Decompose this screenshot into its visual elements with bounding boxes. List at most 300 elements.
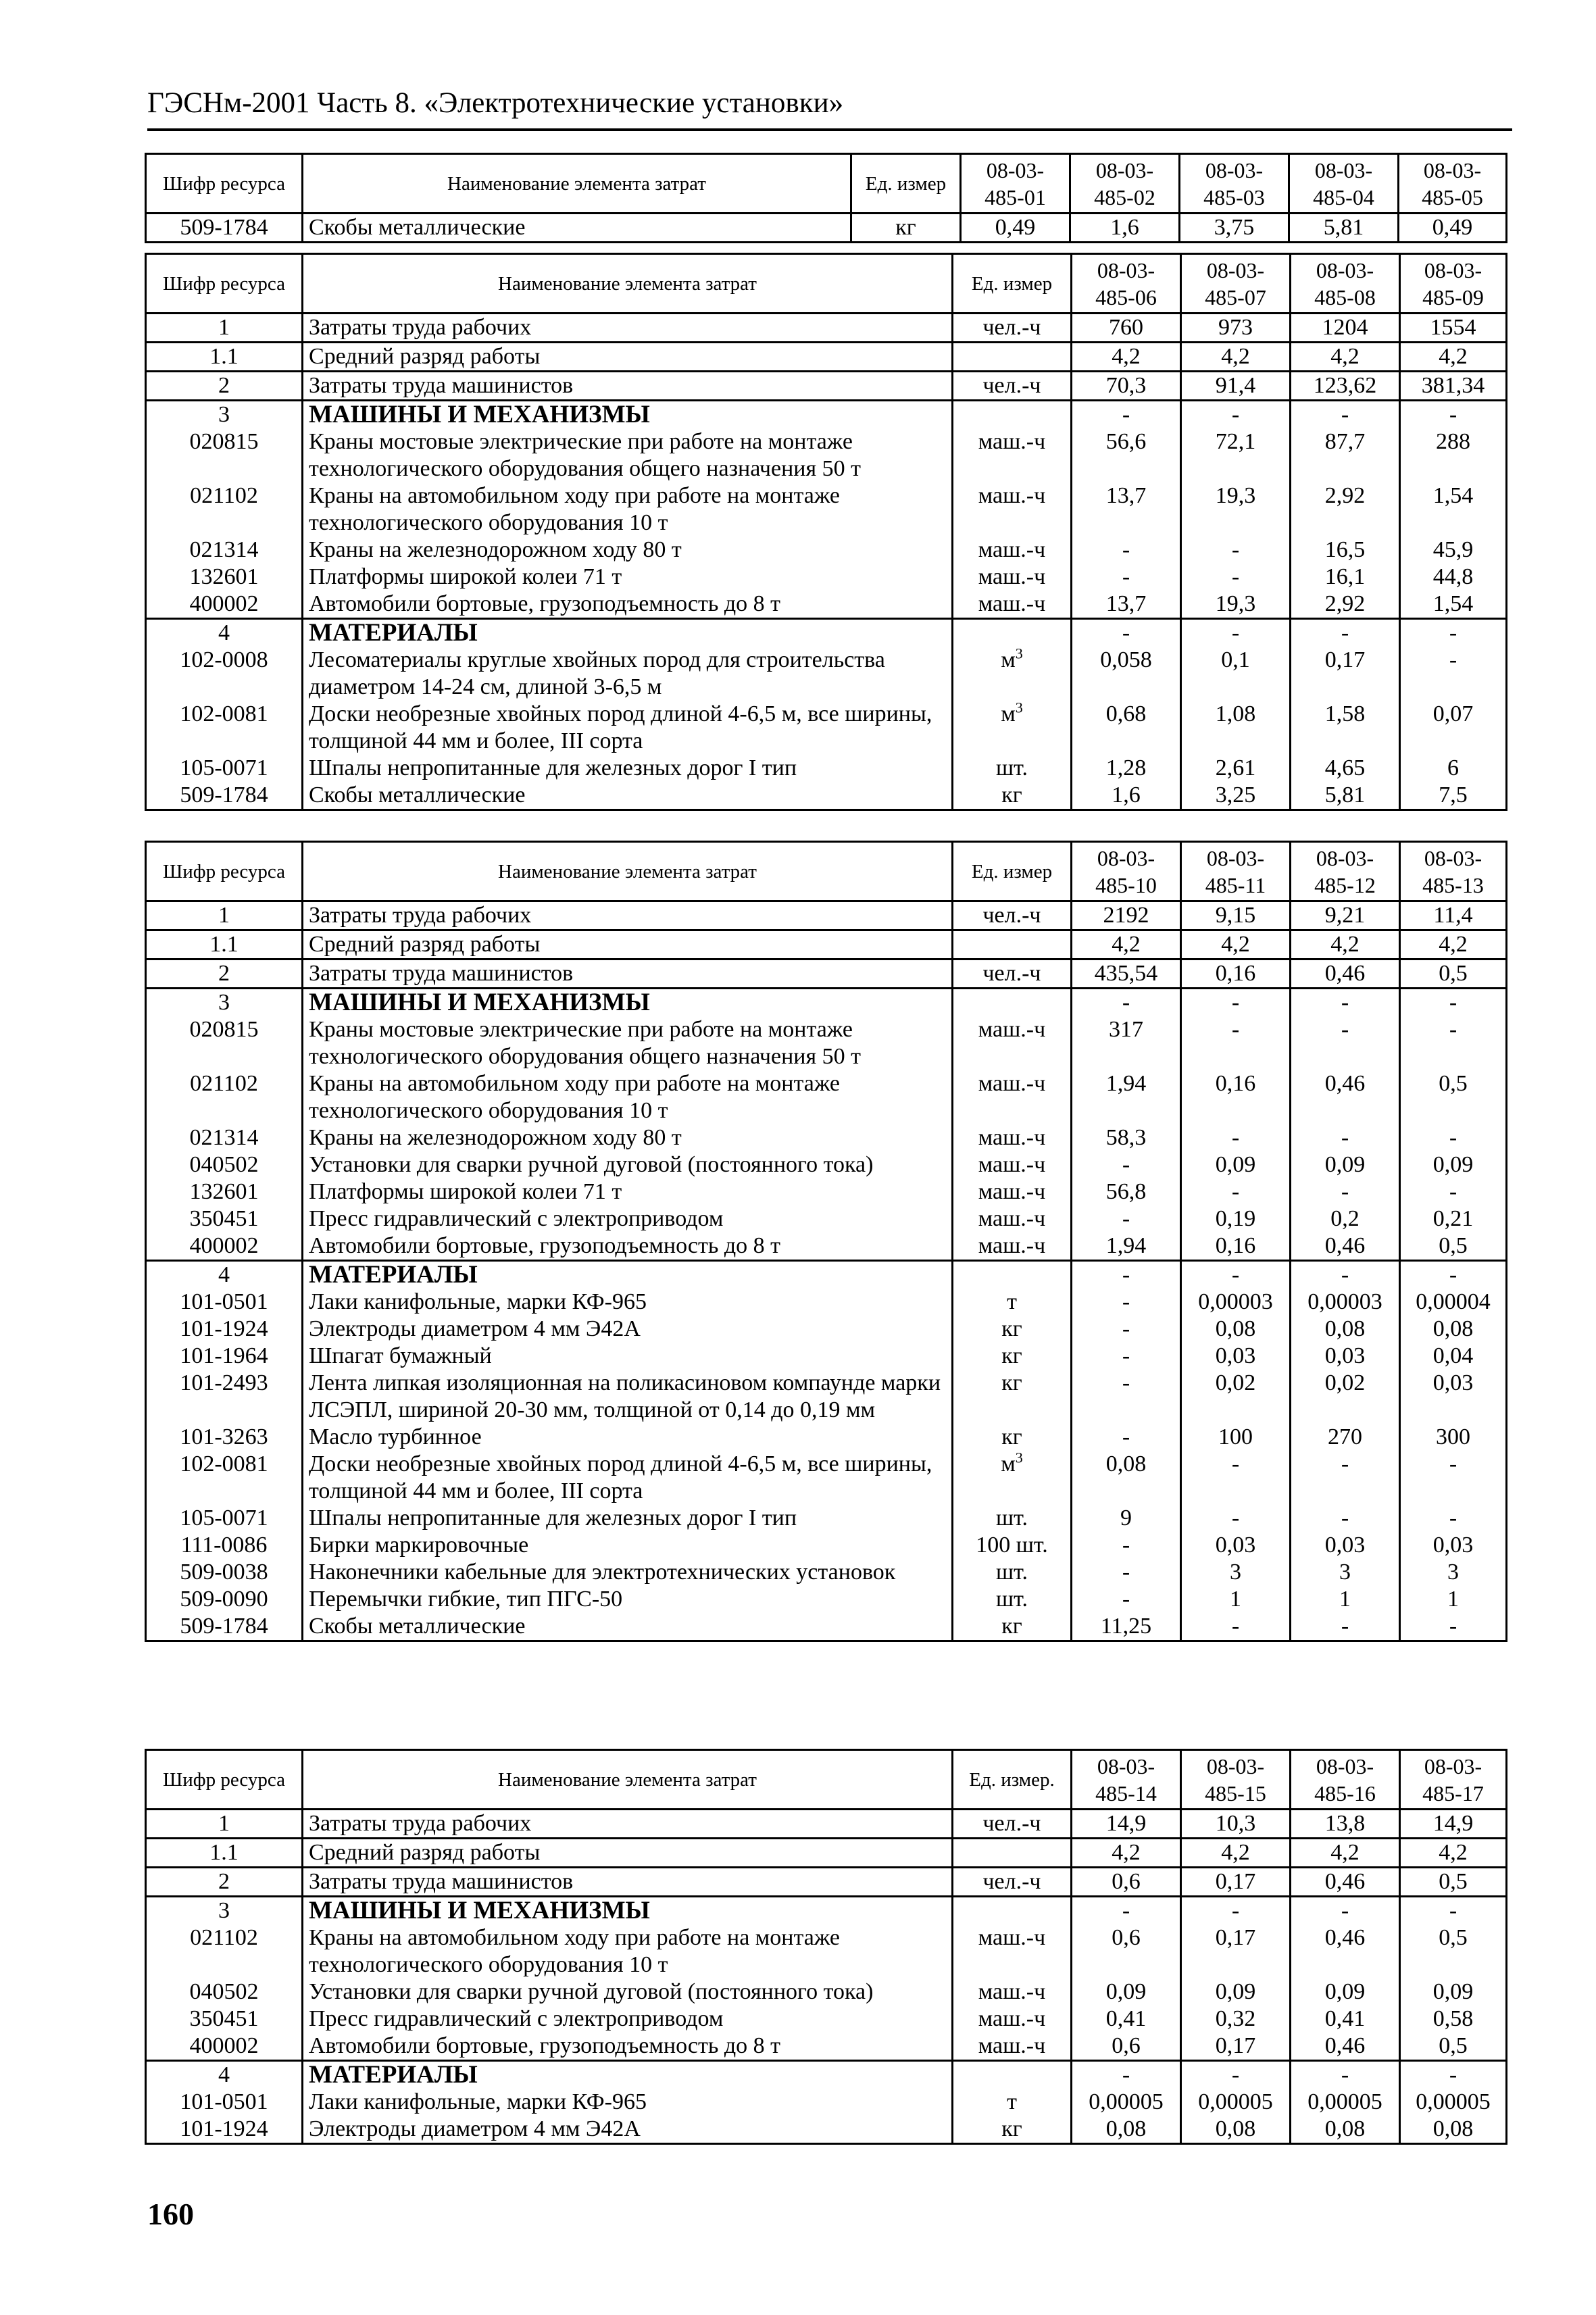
- unit-cell: [851, 214, 961, 243]
- norm-value: -: [1072, 564, 1181, 591]
- unit-text: шт.: [996, 1587, 1028, 1612]
- table-row: [146, 1289, 1507, 1316]
- norm-value: -: [1291, 1261, 1400, 1289]
- table-row: [146, 782, 1507, 810]
- norm-value: 0,00005: [1291, 2089, 1400, 2116]
- resource-code: 509-1784: [146, 1613, 303, 1641]
- table-row: [146, 755, 1507, 782]
- norm-value: -: [1400, 1124, 1507, 1151]
- resource-code: 2: [146, 372, 303, 401]
- section-heading: МАТЕРИАЛЫ: [303, 619, 953, 647]
- norm-value: -: [1291, 1613, 1400, 1641]
- header-code: Шифр ресурса: [146, 254, 303, 314]
- norm-value: -: [1072, 1343, 1181, 1370]
- norm-value: -: [1072, 1586, 1181, 1613]
- resource-code: 021102: [146, 482, 303, 537]
- norm-value: -: [1181, 1016, 1291, 1070]
- norm-value: 0,058: [1072, 647, 1181, 701]
- norm-value: -: [1072, 1370, 1181, 1424]
- norm-value: 7,5: [1400, 782, 1507, 810]
- norm-value: -: [1400, 2061, 1507, 2089]
- unit-text: маш.-ч: [978, 1125, 1046, 1150]
- table-row: [146, 1868, 1507, 1897]
- norm-value: 0,5: [1400, 1868, 1507, 1897]
- resource-code: 3: [146, 401, 303, 429]
- resource-code: 2: [146, 1868, 303, 1897]
- norm-value: 0,16: [1181, 1070, 1291, 1124]
- norm-value: 0,2: [1291, 1205, 1400, 1233]
- section-heading: МАШИНЫ И МЕХАНИЗМЫ: [303, 989, 953, 1017]
- header-column-code: 08-03- 485-13: [1400, 842, 1507, 901]
- norm-value: 0,03: [1400, 1532, 1507, 1559]
- unit-cell: [953, 619, 1072, 647]
- norm-value: -: [1291, 619, 1400, 647]
- resource-code: 509-1784: [146, 214, 303, 243]
- norm-value: 3,25: [1181, 782, 1291, 810]
- norm-value: 0,03: [1291, 1343, 1400, 1370]
- norm-value: -: [1181, 564, 1291, 591]
- unit-text: кг: [1001, 1343, 1022, 1368]
- resource-code: 1.1: [146, 1839, 303, 1868]
- resource-code: 111-0086: [146, 1532, 303, 1559]
- norm-value: 14,9: [1072, 1810, 1181, 1839]
- section-heading: МАШИНЫ И МЕХАНИЗМЫ: [303, 1897, 953, 1925]
- unit-text: чел.-ч: [982, 961, 1041, 986]
- norm-value: -: [1291, 989, 1400, 1017]
- unit-superscript: 3: [1015, 699, 1023, 716]
- unit-cell: [953, 1205, 1072, 1233]
- norm-value: 0,09: [1181, 1978, 1291, 2006]
- norm-value: 1554: [1400, 314, 1507, 343]
- norm-value: 0,5: [1400, 1070, 1507, 1124]
- header-unit: Ед. измер: [851, 154, 961, 214]
- table-row: [146, 1924, 1507, 1978]
- table-row: [146, 701, 1507, 755]
- unit-cell: [953, 989, 1072, 1017]
- norm-value: -: [1072, 619, 1181, 647]
- table-row: [146, 1559, 1507, 1586]
- resource-code: 021102: [146, 1070, 303, 1124]
- resource-name: Затраты труда машинистов: [303, 1868, 953, 1897]
- resource-name: Установки для сварки ручной дуговой (постоянного тока): [303, 1978, 953, 2006]
- resource-name: Средний разряд работы: [303, 930, 953, 960]
- unit-text: кг: [1001, 1614, 1022, 1639]
- section-heading: МАТЕРИАЛЫ: [303, 2061, 953, 2089]
- norm-value: 0,08: [1072, 1451, 1181, 1505]
- norm-value: -: [1072, 1559, 1181, 1586]
- table-row: [146, 1810, 1507, 1839]
- unit-cell: [953, 1505, 1072, 1532]
- norm-value: 0,46: [1291, 1924, 1400, 1978]
- resource-code: 020815: [146, 428, 303, 482]
- resource-code: 509-0090: [146, 1586, 303, 1613]
- resource-name: Краны на железнодорожном ходу 80 т: [303, 537, 953, 564]
- resource-name: Затраты труда рабочих: [303, 1810, 953, 1839]
- resource-code: 1.1: [146, 930, 303, 960]
- norm-value: -: [1400, 1505, 1507, 1532]
- norm-value: 0,08: [1181, 2116, 1291, 2144]
- resource-code: 102-0081: [146, 701, 303, 755]
- norm-value: -: [1181, 1178, 1291, 1205]
- norm-value: 4,2: [1072, 930, 1181, 960]
- norm-value: 0,08: [1072, 2116, 1181, 2144]
- table-row: [146, 2006, 1507, 2033]
- unit-text: кг: [1001, 782, 1022, 807]
- section-heading: МАШИНЫ И МЕХАНИЗМЫ: [303, 401, 953, 429]
- unit-text: м: [1001, 701, 1016, 726]
- resource-code: 1: [146, 901, 303, 930]
- norm-value: 2,61: [1181, 755, 1291, 782]
- unit-cell: [953, 482, 1072, 537]
- unit-cell: [953, 782, 1072, 810]
- norm-value: 1: [1291, 1586, 1400, 1613]
- resource-name: Автомобили бортовые, грузоподъемность до 8 т: [303, 2033, 953, 2061]
- norm-value: 11,25: [1072, 1613, 1181, 1641]
- header-column-code: 08-03- 485-14: [1072, 1750, 1181, 1810]
- norm-value: 19,3: [1181, 591, 1291, 619]
- norm-value: -: [1181, 1451, 1291, 1505]
- resource-code: 400002: [146, 1233, 303, 1261]
- norm-value: 381,34: [1400, 372, 1507, 401]
- norm-value: 13,8: [1291, 1810, 1400, 1839]
- norm-value: 4,2: [1400, 930, 1507, 960]
- unit-text: маш.-ч: [978, 1925, 1046, 1950]
- resource-code: 021102: [146, 1924, 303, 1978]
- unit-cell: [953, 372, 1072, 401]
- norm-value: 0,5: [1400, 1924, 1507, 1978]
- norm-value: 10,3: [1181, 1810, 1291, 1839]
- resource-code: 400002: [146, 2033, 303, 2061]
- resource-name: Краны на автомобильном ходу при работе на монтаже технологического оборудования 10 т: [303, 1924, 953, 1978]
- resource-code: 2: [146, 960, 303, 989]
- norm-value: -: [1400, 1451, 1507, 1505]
- header-column-code: 08-03- 485-17: [1400, 1750, 1507, 1810]
- norm-value: 0,02: [1291, 1370, 1400, 1424]
- unit-cell: [953, 1897, 1072, 1925]
- table-row: [146, 1316, 1507, 1343]
- unit-text: маш.-ч: [978, 483, 1046, 508]
- norm-value: 4,2: [1291, 343, 1400, 372]
- norm-value: 16,5: [1291, 537, 1400, 564]
- norm-value: 0,00003: [1291, 1289, 1400, 1316]
- table-row: [146, 1978, 1507, 2006]
- norm-value: 13,7: [1072, 482, 1181, 537]
- resource-code: 021314: [146, 537, 303, 564]
- norm-value: 9: [1072, 1505, 1181, 1532]
- norm-value: 87,7: [1291, 428, 1400, 482]
- norm-value: -: [1400, 1613, 1507, 1641]
- norm-value: 9,15: [1181, 901, 1291, 930]
- resource-code: 1: [146, 1810, 303, 1839]
- norm-value: -: [1181, 619, 1291, 647]
- resource-code: 350451: [146, 2006, 303, 2033]
- header-column-code: 08-03- 485-03: [1180, 154, 1289, 214]
- norm-value: 300: [1400, 1424, 1507, 1451]
- norm-value: 0,03: [1181, 1532, 1291, 1559]
- unit-cell: [953, 314, 1072, 343]
- table-row: [146, 930, 1507, 960]
- resource-code: 1: [146, 314, 303, 343]
- section-heading: МАТЕРИАЛЫ: [303, 1261, 953, 1289]
- resource-code: 101-2493: [146, 1370, 303, 1424]
- table-row: [146, 1261, 1507, 1289]
- resource-name: Краны мостовые электрические при работе на монтаже технологического оборудования общего назначения 50 т: [303, 1016, 953, 1070]
- unit-text: м: [1001, 647, 1016, 672]
- unit-cell: [953, 2006, 1072, 2033]
- resource-code: 4: [146, 1261, 303, 1289]
- norm-value: -: [1072, 1316, 1181, 1343]
- norm-value: 0,08: [1400, 2116, 1507, 2144]
- unit-text: 100 шт.: [976, 1533, 1048, 1558]
- table-row: [146, 1613, 1507, 1641]
- unit-cell: [953, 1586, 1072, 1613]
- norm-value: 4,2: [1181, 1839, 1291, 1868]
- norm-value: 5,81: [1289, 214, 1399, 243]
- resource-code: 3: [146, 1897, 303, 1925]
- norm-value: -: [1400, 619, 1507, 647]
- norm-value: 11,4: [1400, 901, 1507, 930]
- resource-code: 132601: [146, 1178, 303, 1205]
- norm-value: 56,8: [1072, 1178, 1181, 1205]
- header-column-code: 08-03- 485-10: [1072, 842, 1181, 901]
- table-row: [146, 1070, 1507, 1124]
- unit-text: маш.-ч: [978, 1017, 1046, 1042]
- table-row: [146, 2089, 1507, 2116]
- unit-cell: [953, 1532, 1072, 1559]
- norm-value: 58,3: [1072, 1124, 1181, 1151]
- norm-value: 5,81: [1291, 782, 1400, 810]
- norm-value: -: [1072, 989, 1181, 1017]
- norm-value: 0,5: [1400, 960, 1507, 989]
- resource-name: Шпалы непропитанные для железных дорог I тип: [303, 755, 953, 782]
- norm-value: 4,2: [1291, 930, 1400, 960]
- norm-value: 0,03: [1181, 1343, 1291, 1370]
- unit-text: чел.-ч: [982, 373, 1041, 398]
- norm-value: 0,17: [1181, 2033, 1291, 2061]
- norm-value: 0,00004: [1400, 1289, 1507, 1316]
- unit-cell: [953, 1978, 1072, 2006]
- unit-cell: [953, 1343, 1072, 1370]
- norm-value: -: [1291, 1451, 1400, 1505]
- norm-value: -: [1072, 1897, 1181, 1925]
- header-column-code: 08-03- 485-07: [1181, 254, 1291, 314]
- table-row: [146, 960, 1507, 989]
- norm-value: 0,08: [1291, 1316, 1400, 1343]
- table-row: [146, 1233, 1507, 1261]
- header-name: Наименование элемента затрат: [303, 842, 953, 901]
- norm-value: 4,2: [1400, 1839, 1507, 1868]
- resource-name: Электроды диаметром 4 мм Э42А: [303, 1316, 953, 1343]
- norm-value: 1,94: [1072, 1233, 1181, 1261]
- norm-value: -: [1181, 401, 1291, 429]
- norm-value: 4,2: [1072, 1839, 1181, 1868]
- table-row: [146, 2116, 1507, 2144]
- unit-text: чел.-ч: [982, 1811, 1041, 1836]
- resource-code: 020815: [146, 1016, 303, 1070]
- norm-value: 0,6: [1072, 2033, 1181, 2061]
- unit-text: чел.-ч: [982, 315, 1041, 340]
- header-column-code: 08-03- 485-06: [1072, 254, 1181, 314]
- unit-cell: [953, 701, 1072, 755]
- norm-value: -: [1291, 1124, 1400, 1151]
- norm-value: -: [1400, 1897, 1507, 1925]
- unit-cell: [953, 1233, 1072, 1261]
- norm-value: -: [1181, 1897, 1291, 1925]
- table-row: [146, 343, 1507, 372]
- norm-value: -: [1291, 1178, 1400, 1205]
- resource-name: Лесоматериалы круглые хвойных пород для строительства диаметром 14-24 см, длиной 3-6,5 м: [303, 647, 953, 701]
- table-row: [146, 1370, 1507, 1424]
- norm-value: -: [1072, 1424, 1181, 1451]
- resource-code: 4: [146, 619, 303, 647]
- table-row: [146, 901, 1507, 930]
- norm-value: 0,6: [1072, 1924, 1181, 1978]
- norm-value: 19,3: [1181, 482, 1291, 537]
- norm-value: -: [1291, 401, 1400, 429]
- resource-name: Средний разряд работы: [303, 1839, 953, 1868]
- norm-value: 0,58: [1400, 2006, 1507, 2033]
- resource-code: 101-1964: [146, 1343, 303, 1370]
- unit-cell: [953, 1370, 1072, 1424]
- unit-text: маш.-ч: [978, 564, 1046, 589]
- resource-name: Затраты труда рабочих: [303, 901, 953, 930]
- norm-value: 72,1: [1181, 428, 1291, 482]
- header-name: Наименование элемента затрат: [303, 154, 851, 214]
- table-row: [146, 1505, 1507, 1532]
- unit-text: м: [1001, 1451, 1016, 1476]
- norm-value: 100: [1181, 1424, 1291, 1451]
- table-row: [146, 1424, 1507, 1451]
- unit-cell: [953, 1124, 1072, 1151]
- resource-name: Бирки маркировочные: [303, 1532, 953, 1559]
- unit-text: чел.-ч: [982, 903, 1041, 928]
- header-column-code: 08-03- 485-01: [961, 154, 1070, 214]
- unit-text: маш.-ч: [978, 2006, 1046, 2031]
- resource-name: Скобы металлические: [303, 214, 851, 243]
- table-row: [146, 1343, 1507, 1370]
- norm-value: 1: [1181, 1586, 1291, 1613]
- norm-value: 1,94: [1072, 1070, 1181, 1124]
- resource-code: 3: [146, 989, 303, 1017]
- unit-cell: [953, 537, 1072, 564]
- header-name: Наименование элемента затрат: [303, 254, 953, 314]
- resource-code: 102-0008: [146, 647, 303, 701]
- unit-cell: [953, 1424, 1072, 1451]
- resource-code: 040502: [146, 1978, 303, 2006]
- resource-code: 132601: [146, 564, 303, 591]
- unit-text: т: [1007, 2089, 1017, 2114]
- norm-value: 1,28: [1072, 755, 1181, 782]
- norm-value: 0,46: [1291, 1233, 1400, 1261]
- norm-value: 270: [1291, 1424, 1400, 1451]
- header-name: Наименование элемента затрат: [303, 1750, 953, 1810]
- norm-value: -: [1291, 1505, 1400, 1532]
- table-row: [146, 2033, 1507, 2061]
- norm-value: -: [1181, 1505, 1291, 1532]
- table-row: [146, 482, 1507, 537]
- unit-text: маш.-ч: [978, 537, 1046, 562]
- norm-value: 3: [1400, 1559, 1507, 1586]
- norm-value: -: [1181, 989, 1291, 1017]
- norm-value: 0,46: [1291, 2033, 1400, 2061]
- norm-value: 973: [1181, 314, 1291, 343]
- norm-value: -: [1072, 537, 1181, 564]
- resource-name: Лента липкая изоляционная на поликасиновом компаунде марки ЛСЭПЛ, шириной 20-30 мм, толщиной от 0,14 до 0,19 мм: [303, 1370, 953, 1424]
- norm-value: 2,92: [1291, 482, 1400, 537]
- unit-text: кг: [895, 215, 916, 240]
- norm-value: 0,5: [1400, 2033, 1507, 2061]
- unit-text: маш.-ч: [978, 591, 1046, 616]
- resource-name: Скобы металлические: [303, 1613, 953, 1641]
- resource-name: Затраты труда машинистов: [303, 960, 953, 989]
- norm-value: -: [1072, 1261, 1181, 1289]
- norm-value: 0,09: [1072, 1978, 1181, 2006]
- norm-value: 123,62: [1291, 372, 1400, 401]
- norm-value: 0,5: [1400, 1233, 1507, 1261]
- norm-value: -: [1072, 1151, 1181, 1178]
- table-row: [146, 619, 1507, 647]
- resource-name: Платформы широкой колеи 71 т: [303, 1178, 953, 1205]
- unit-cell: [953, 1613, 1072, 1641]
- norm-value: 0,17: [1181, 1924, 1291, 1978]
- unit-cell: [953, 401, 1072, 429]
- table-row: [146, 1151, 1507, 1178]
- unit-text: маш.-ч: [978, 1152, 1046, 1177]
- norm-value: 44,8: [1400, 564, 1507, 591]
- norm-value: 0,00005: [1072, 2089, 1181, 2116]
- norm-value: 0,21: [1400, 1205, 1507, 1233]
- header-column-code: 08-03- 485-04: [1289, 154, 1399, 214]
- table-row: [146, 214, 1507, 243]
- norm-value: 0,1: [1181, 647, 1291, 701]
- norm-value: 0,16: [1181, 960, 1291, 989]
- resource-table-485-10-13: [145, 841, 1507, 1642]
- norm-value: 0,17: [1291, 647, 1400, 701]
- norm-value: 1,54: [1400, 591, 1507, 619]
- header-code: Шифр ресурса: [146, 842, 303, 901]
- norm-value: -: [1181, 2061, 1291, 2089]
- resource-name: Затраты труда машинистов: [303, 372, 953, 401]
- resource-name: Автомобили бортовые, грузоподъемность до 8 т: [303, 591, 953, 619]
- unit-text: кг: [1001, 1316, 1022, 1341]
- resource-code: 040502: [146, 1151, 303, 1178]
- unit-cell: [953, 564, 1072, 591]
- resource-code: 509-1784: [146, 782, 303, 810]
- unit-text: кг: [1001, 1370, 1022, 1395]
- table-row: [146, 591, 1507, 619]
- unit-cell: [953, 2089, 1072, 2116]
- page-number: 160: [147, 2197, 194, 2231]
- table-row: [146, 1532, 1507, 1559]
- resource-code: 101-1924: [146, 2116, 303, 2144]
- header-unit: Ед. измер: [953, 842, 1072, 901]
- unit-text: шт.: [996, 1560, 1028, 1585]
- unit-text: чел.-ч: [982, 1869, 1041, 1894]
- norm-value: 1,58: [1291, 701, 1400, 755]
- norm-value: -: [1400, 1261, 1507, 1289]
- norm-value: 0,00005: [1400, 2089, 1507, 2116]
- unit-cell: [953, 428, 1072, 482]
- resource-table-485-01-05: [145, 153, 1507, 243]
- norm-value: 0,00003: [1181, 1289, 1291, 1316]
- norm-value: 435,54: [1072, 960, 1181, 989]
- resource-code: 105-0071: [146, 1505, 303, 1532]
- norm-value: 4,65: [1291, 755, 1400, 782]
- norm-value: 0,46: [1291, 960, 1400, 989]
- norm-value: 0,6: [1072, 1868, 1181, 1897]
- norm-value: -: [1400, 989, 1507, 1017]
- norm-value: 0,09: [1400, 1151, 1507, 1178]
